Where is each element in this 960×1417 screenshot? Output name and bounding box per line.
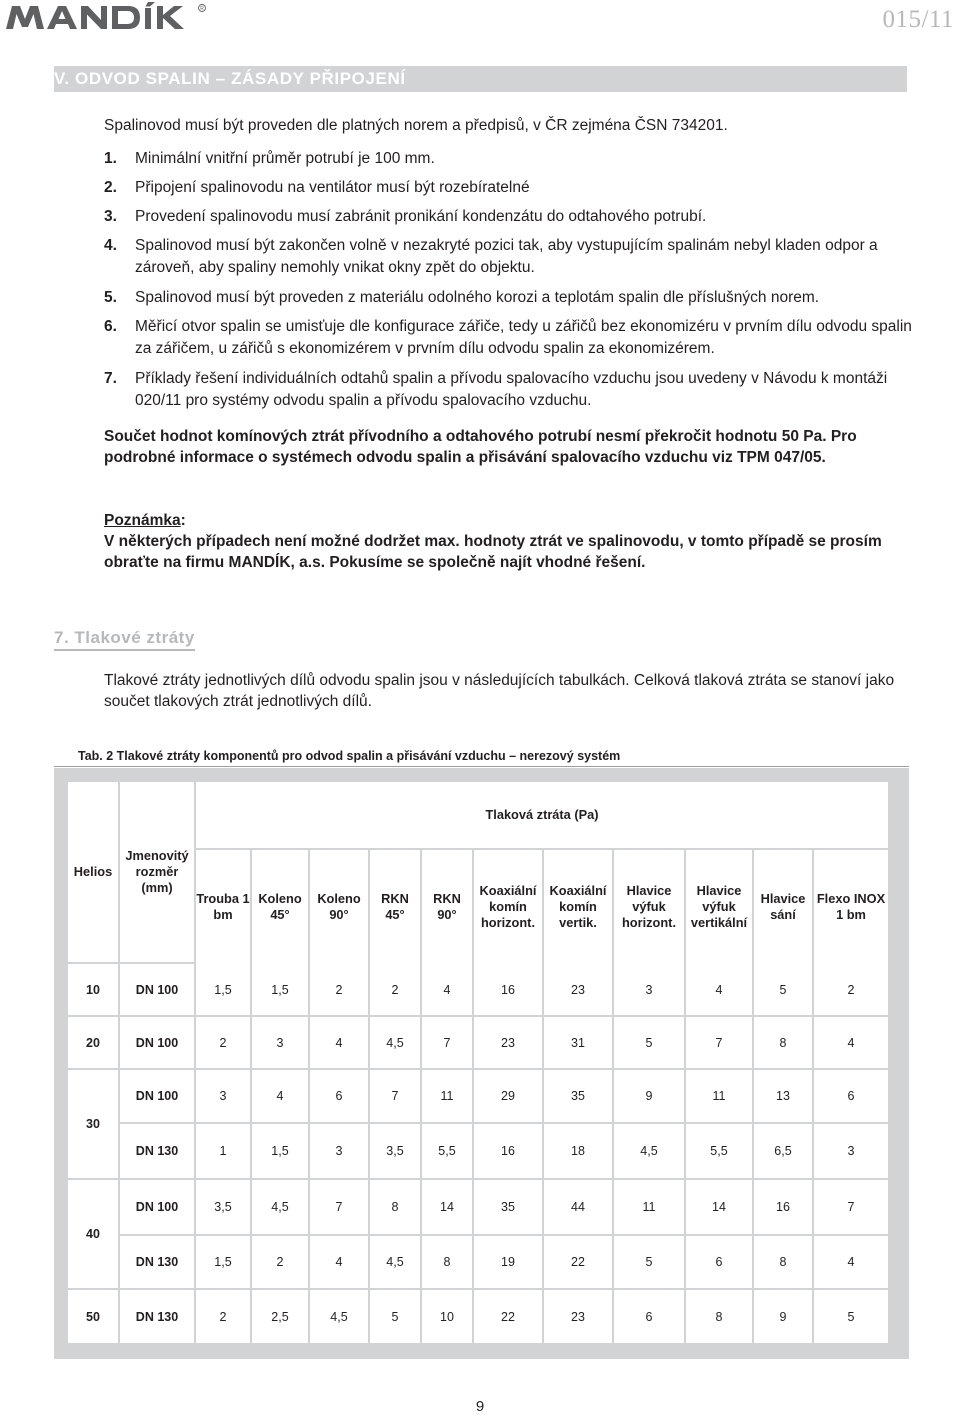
cell-value: 29 — [474, 1070, 544, 1124]
rules-list — [104, 148, 914, 420]
cell-value: 4,5 — [370, 1017, 422, 1070]
cell-value: 6,5 — [754, 1124, 814, 1180]
cell-value: 23 — [544, 1290, 614, 1343]
table-body — [68, 964, 888, 1343]
cell-diameter: DN 100 — [120, 1070, 196, 1124]
cell-value: 4 — [252, 1070, 310, 1124]
table-row — [68, 1070, 888, 1124]
list-number: 6. — [104, 318, 117, 335]
table-container — [68, 782, 888, 1343]
header-pressure-loss: Tlaková ztráta (Pa) — [196, 782, 888, 850]
cell-value: 22 — [474, 1290, 544, 1343]
cell-value: 11 — [422, 1070, 474, 1124]
notice-paragraph: Součet hodnot komínových ztrát přívodního a odtahového potrubí nesmí překročit hodnotu 50 Pa. Pro podrobné informace o systémech odvodu spalin a přisávání spalovacího vzduchu viz TPM 047/05. — [104, 428, 857, 466]
cell-value: 9 — [754, 1290, 814, 1343]
table-row — [68, 1017, 888, 1070]
subsection-paragraph: Tlakové ztráty jednotlivých dílů odvodu spalin jsou v následujících tabulkách. Celková tlaková ztráta se stanoví jako součet tlakových ztrát jednotlivých dílů. — [104, 672, 895, 710]
header-column: Flexo INOX 1 bm — [816, 891, 886, 922]
cell-value: 5 — [754, 964, 814, 1017]
list-text: Příklady řešení individuálních odtahů spalin a přívodu spalovacího vzduchu jsou uvedeny v Návodu k montáži 020/11 pro systémy odvodu spalin a přívodu spalovacího vzduchu. — [135, 370, 888, 409]
cell-value: 3,5 — [196, 1180, 252, 1236]
list-item — [104, 235, 914, 279]
header-diameter: Jmenovitý rozměr (mm) — [120, 782, 196, 964]
cell-value: 1,5 — [196, 1236, 252, 1290]
list-text: Měřicí otvor spalin se umisťuje dle konfigurace zářiče, tedy u zářičů bez ekonomizéru v prvním dílu odvodu spalin za zářičem, u zářičů s ekonomizérem v prvním dílu odvodu spalin za ekonomizérem. — [135, 318, 912, 357]
header-column: Koaxiální komín horizont. — [474, 850, 544, 964]
header-column: RKN 45° — [370, 850, 422, 964]
cell-value: 16 — [474, 1124, 544, 1180]
cell-value: 4,5 — [252, 1180, 310, 1236]
cell-value: 8 — [422, 1236, 474, 1290]
cell-value: 8 — [686, 1290, 754, 1343]
cell-value: 5,5 — [422, 1124, 474, 1180]
table-row — [68, 1180, 888, 1236]
note-heading — [104, 510, 912, 531]
table-caption: Tab. 2 Tlakové ztráty komponentů pro odvod spalin a přisávání vzduchu – nerezový systém — [78, 749, 621, 763]
cell-value: 1,5 — [252, 964, 310, 1017]
list-text: Minimální vnitřní průměr potrubí je 100 mm. — [135, 150, 435, 167]
cell-value: 4,5 — [614, 1124, 686, 1180]
cell-value: 2 — [310, 964, 370, 1017]
cell-value: 10 — [422, 1290, 474, 1343]
cell-value: 3,5 — [370, 1124, 422, 1180]
table-row — [68, 964, 888, 1017]
cell-value: 6 — [614, 1290, 686, 1343]
cell-value: 3 — [252, 1017, 310, 1070]
cell-value: 2,5 — [252, 1290, 310, 1343]
list-item — [104, 148, 914, 170]
cell-value: 1 — [196, 1124, 252, 1180]
cell-value: 3 — [814, 1124, 888, 1180]
cell-helios: 50 — [68, 1290, 120, 1343]
header-column: Hlavice sání — [754, 850, 814, 964]
cell-value: 23 — [474, 1017, 544, 1070]
brand-logo-mark — [6, 2, 211, 32]
cell-value: 9 — [614, 1070, 686, 1124]
header-column: Hlavice výfuk horizont. — [614, 850, 686, 964]
intro-paragraph: Spalinovod musí být proveden dle platných norem a předpisů, v ČR zejména ČSN 734201. — [104, 117, 728, 134]
subsection-title: 7. Tlakové ztráty — [54, 628, 195, 651]
cell-value: 35 — [474, 1180, 544, 1236]
section-title: V. ODVOD SPALIN – ZÁSADY PŘIPOJENÍ — [54, 69, 406, 88]
cell-value: 1,5 — [196, 964, 252, 1017]
header-column: Hlavice výfuk vertikální — [686, 850, 754, 964]
cell-value: 4 — [686, 964, 754, 1017]
cell-diameter: DN 100 — [120, 964, 196, 1017]
cell-value: 6 — [814, 1070, 888, 1124]
caption-divider — [54, 766, 909, 767]
cell-diameter: DN 100 — [120, 1180, 196, 1236]
list-item — [104, 206, 914, 228]
cell-value: 2 — [196, 1290, 252, 1343]
list-number: 5. — [104, 289, 117, 306]
brand-logo — [6, 2, 211, 32]
cell-value: 23 — [544, 964, 614, 1017]
header-column: RKN 90° — [422, 850, 474, 964]
cell-value: 11 — [686, 1070, 754, 1124]
cell-value: 7 — [814, 1180, 888, 1236]
cell-value: 2 — [252, 1236, 310, 1290]
table-row — [68, 1124, 888, 1180]
cell-diameter: DN 130 — [120, 1124, 196, 1180]
cell-value: 8 — [754, 1236, 814, 1290]
pressure-loss-table — [68, 782, 888, 1343]
svg-text:R: R — [200, 6, 204, 12]
list-number: 3. — [104, 208, 117, 225]
cell-value: 4 — [814, 1017, 888, 1070]
header-column: Koaxiální komín vertik. — [544, 850, 614, 964]
table-frame — [54, 768, 909, 1359]
header-column: Koleno 45° — [252, 850, 310, 964]
list-item — [104, 368, 914, 412]
cell-helios: 20 — [68, 1017, 120, 1070]
cell-value: 3 — [196, 1070, 252, 1124]
cell-value: 6 — [310, 1070, 370, 1124]
cell-value: 16 — [754, 1180, 814, 1236]
cell-value: 5 — [370, 1290, 422, 1343]
cell-value: 1,5 — [252, 1124, 310, 1180]
note-text: V některých případech není možné dodržet max. hodnoty ztrát ve spalinovodu, v tomto případě se prosím obraťte na firmu MANDÍK, a.s. Pokusíme se společně najít vhodné řešení. — [104, 533, 882, 571]
cell-value: 5 — [847, 1309, 855, 1324]
cell-value: 3 — [310, 1124, 370, 1180]
cell-helios: 30 — [68, 1070, 120, 1180]
note-colon: : — [180, 512, 186, 529]
cell-value: 5 — [614, 1017, 686, 1070]
cell-value: 8 — [370, 1180, 422, 1236]
cell-value: 4 — [310, 1017, 370, 1070]
list-item — [104, 287, 914, 309]
list-text: Spalinovod musí být zakončen volně v nezakryté pozici tak, aby vystupujícím spalinám nebyl kladen odpor a zároveň, aby spaliny nemohly vnikat okny zpět do objektu. — [135, 237, 878, 276]
list-number: 2. — [104, 179, 117, 196]
list-text: Spalinovod musí být proveden z materiálu odolného korozi a teplotám spalin dle příslušných norem. — [135, 289, 820, 306]
cell-value: 5,5 — [686, 1124, 754, 1180]
cell-value: 4 — [310, 1236, 370, 1290]
cell-value: 13 — [754, 1070, 814, 1124]
list-text: Provedení spalinovodu musí zabránit pronikání kondenzátu do odtahového potrubí. — [135, 208, 707, 225]
cell-value: 4,5 — [310, 1290, 370, 1343]
document-code: 015/11 — [882, 6, 954, 33]
list-item — [104, 177, 914, 199]
section-heading-bar — [54, 66, 907, 92]
note-block — [104, 510, 912, 573]
list-number: 4. — [104, 237, 117, 254]
cell-value: 16 — [474, 964, 544, 1017]
cell-value: 6 — [686, 1236, 754, 1290]
cell-helios: 40 — [68, 1180, 120, 1290]
cell-value: 14 — [422, 1180, 474, 1236]
cell-value: 8 — [754, 1017, 814, 1070]
cell-value: 5 — [614, 1236, 686, 1290]
header-helios: Helios — [68, 782, 120, 964]
cell-diameter: DN 130 — [120, 1236, 196, 1290]
cell-value: 2 — [370, 964, 422, 1017]
page-number: 9 — [475, 1398, 485, 1415]
cell-value: 7 — [686, 1017, 754, 1070]
cell-value: 2 — [196, 1017, 252, 1070]
header-column: Trouba 1 bm — [196, 850, 252, 964]
cell-diameter: DN 100 — [120, 1017, 196, 1070]
cell-value: 3 — [614, 964, 686, 1017]
cell-value: 4 — [422, 964, 474, 1017]
list-text: Připojení spalinovodu na ventilátor musí být rozebíratelné — [135, 179, 530, 196]
cell-value: 11 — [614, 1180, 686, 1236]
table-row — [68, 1236, 888, 1290]
cell-value: 4,5 — [370, 1236, 422, 1290]
cell-value: 2 — [814, 964, 888, 1017]
cell-value: 22 — [544, 1236, 614, 1290]
cell-value: 7 — [370, 1070, 422, 1124]
list-number: 1. — [104, 150, 117, 167]
cell-helios: 10 — [68, 964, 120, 1017]
cell-value: 4 — [814, 1236, 888, 1290]
header-column: Koleno 90° — [310, 850, 370, 964]
cell-value: 18 — [544, 1124, 614, 1180]
cell-value: 7 — [310, 1180, 370, 1236]
list-number: 7. — [104, 370, 117, 387]
cell-value: 31 — [544, 1017, 614, 1070]
list-item — [104, 316, 914, 360]
cell-diameter: DN 130 — [120, 1290, 196, 1343]
cell-value: 19 — [474, 1236, 544, 1290]
cell-value: 7 — [422, 1017, 474, 1070]
table-row — [68, 1290, 888, 1343]
note-label: Poznámka — [104, 512, 181, 529]
cell-value: 14 — [686, 1180, 754, 1236]
cell-value: 35 — [544, 1070, 614, 1124]
cell-value: 44 — [544, 1180, 614, 1236]
